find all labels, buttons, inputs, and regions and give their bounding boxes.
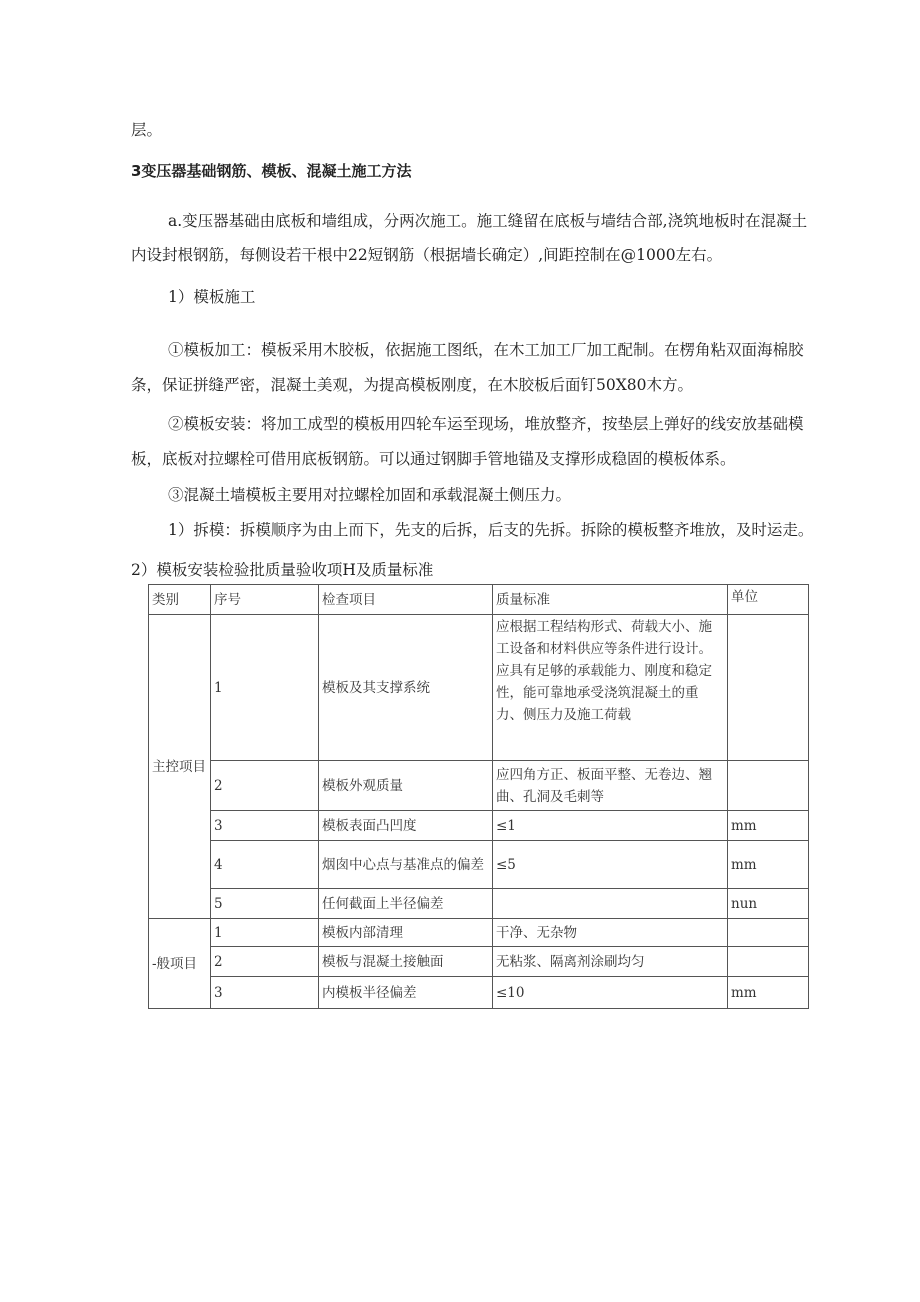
row-unit: mm xyxy=(728,841,809,889)
header-unit: 单位 xyxy=(728,585,809,615)
row-standard: 无粘浆、隔离剂涂刷均匀 xyxy=(493,947,728,977)
row-unit: mm xyxy=(728,811,809,841)
row-item: 任何截面上半径偏差 xyxy=(319,889,493,919)
row-number: 2 xyxy=(211,761,319,811)
paragraph-line: 板，底板对拉螺栓可借用底板钢筋。可以通过钢脚手管地锚及支撑形成稳固的模板体系。 xyxy=(131,450,736,468)
table-row xyxy=(149,615,809,761)
table-row xyxy=(149,919,809,947)
paragraph-line: ①模板加工：模板采用木胶板，依据施工图纸，在木工加工厂加工配制。在楞角粘双面海棉胶 xyxy=(168,341,804,359)
row-standard: ≤10 xyxy=(493,977,728,1009)
row-number: 1 xyxy=(211,615,319,761)
row-unit xyxy=(728,919,809,947)
paragraph-line: ②模板安装：将加工成型的模板用四轮车运至现场，堆放整齐，按垫层上弹好的线安放基础模 xyxy=(168,415,804,433)
row-standard: 干净、无杂物 xyxy=(493,919,728,947)
row-item: 模板外观质量 xyxy=(319,761,493,811)
row-standard: 应根据工程结构形式、荷载大小、施工设备和材料供应等条件进行设计。应具有足够的承载能力、刚度和稳定性，能可靠地承受浇筑混凝土的重力、侧压力及施工荷载 xyxy=(493,615,728,761)
row-item: 模板表面凸凹度 xyxy=(319,811,493,841)
row-number: 5 xyxy=(211,889,319,919)
table-row xyxy=(149,889,809,919)
row-item: 模板与混凝土接触面 xyxy=(319,947,493,977)
paragraph-line: 条，保证拼缝严密，混凝土美观，为提高模板刚度，在木胶板后面钉50X80木方。 xyxy=(131,376,693,394)
paragraph-line: 1）拆模：拆模顺序为由上而下，先支的后拆，后支的先拆。拆除的模板整齐堆放，及时运走。 xyxy=(168,521,814,539)
row-item: 烟囱中心点与基准点的偏差 xyxy=(319,841,493,889)
subheading: 1）模板施工 xyxy=(168,288,256,306)
table-row xyxy=(149,761,809,811)
header-category: 类别 xyxy=(149,585,211,615)
row-unit xyxy=(728,761,809,811)
paragraph-line: ③混凝土墙模板主要用对拉螺栓加固和承载混凝土侧压力。 xyxy=(168,486,572,504)
table-row xyxy=(149,947,809,977)
row-number: 4 xyxy=(211,841,319,889)
table-row xyxy=(149,811,809,841)
row-unit: nun xyxy=(728,889,809,919)
quality-standard-table xyxy=(148,584,809,1009)
row-number: 3 xyxy=(211,977,319,1009)
row-unit: mm xyxy=(728,977,809,1009)
table-header-row xyxy=(149,585,809,615)
header-standard: 质量标准 xyxy=(493,585,728,615)
table-row xyxy=(149,977,809,1009)
row-unit xyxy=(728,947,809,977)
category-main: 主控项目 xyxy=(149,615,211,919)
row-standard: 应四角方正、板面平整、无卷边、翘曲、孔洞及毛刺等 xyxy=(493,761,728,811)
header-check-item: 检查项目 xyxy=(319,585,493,615)
row-item: 模板内部清理 xyxy=(319,919,493,947)
row-unit xyxy=(728,615,809,761)
row-standard: ≤5 xyxy=(493,841,728,889)
header-number: 序号 xyxy=(211,585,319,615)
row-standard xyxy=(493,889,728,919)
paragraph-line: a.变压器基础由底板和墙组成，分两次施工。施工缝留在底板与墙结合部,浇筑地板时在混凝土 xyxy=(168,212,808,230)
category-general: -般项目 xyxy=(149,919,211,1009)
row-item: 模板及其支撑系统 xyxy=(319,615,493,761)
table-row xyxy=(149,841,809,889)
row-number: 2 xyxy=(211,947,319,977)
table-caption: 2）模板安装检验批质量验收项H及质量标准 xyxy=(131,561,434,579)
row-standard: ≤1 xyxy=(493,811,728,841)
row-number: 3 xyxy=(211,811,319,841)
row-number: 1 xyxy=(211,919,319,947)
section-heading: 3变压器基础钢筋、模板、混凝土施工方法 xyxy=(131,162,412,180)
paragraph-continuation: 层。 xyxy=(131,121,163,139)
row-item: 内模板半径偏差 xyxy=(319,977,493,1009)
paragraph-line: 内设封根钢筋，每侧设若干根中22短钢筋（根据墙长确定）,间距控制在@1000左右。 xyxy=(131,246,723,264)
